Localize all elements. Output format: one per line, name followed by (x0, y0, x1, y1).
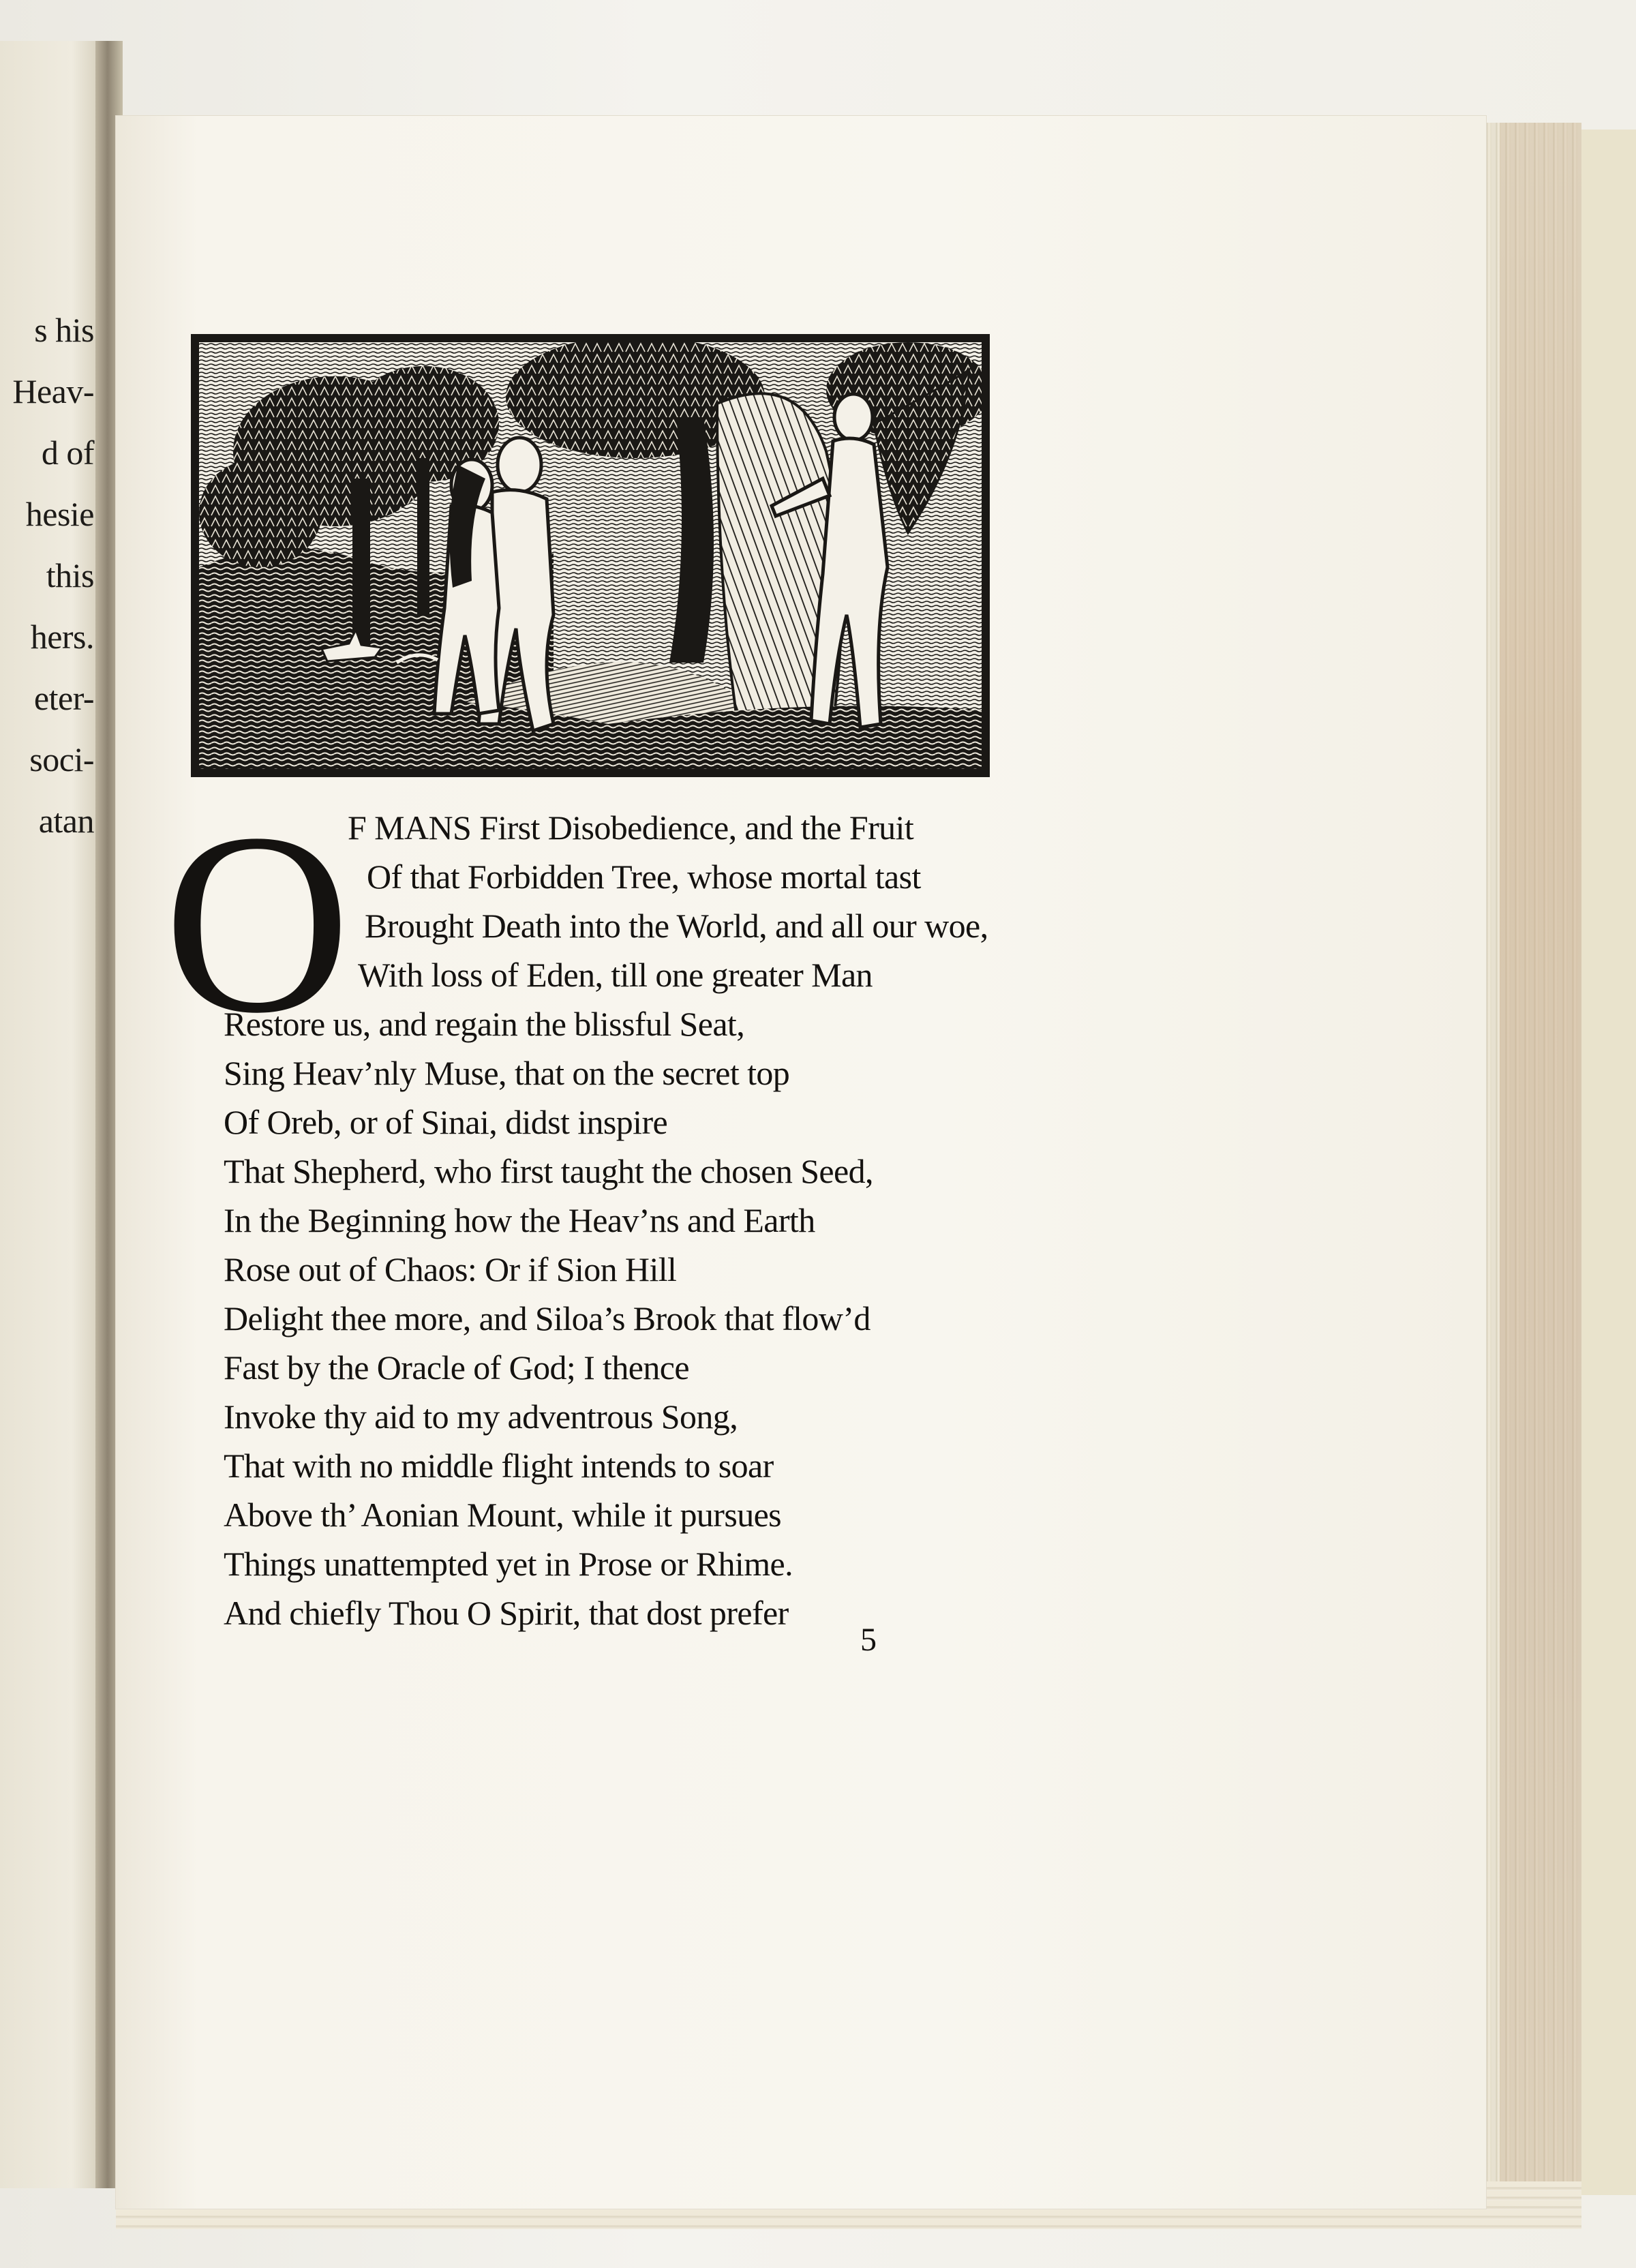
verse-line-1: F MANS First Disobedience, and the Fruit (348, 808, 914, 847)
left-page-fragment: s his (34, 311, 94, 349)
verse-line-2: Of that Forbidden Tree, whose mortal tast (367, 858, 921, 896)
woodcut-adam-eve-expulsion-icon (199, 342, 982, 769)
verse-line-10: Rose out of Chaos: Or if Sion Hill (224, 1250, 677, 1288)
woodcut-illustration (191, 334, 990, 777)
verse-line-16: Things unattempted yet in Prose or Rhime. (224, 1545, 793, 1583)
left-page-fragment: this (46, 556, 94, 594)
verse-line-7: Of Oreb, or of Sinai, didst inspire (224, 1103, 668, 1141)
left-page (0, 41, 102, 2188)
verse-line-8: That Shepherd, who first taught the chosen Seed, (224, 1152, 873, 1190)
verse-line-15: Above th’ Aonian Mount, while it pursues (224, 1496, 782, 1534)
left-page-fragment: hesie (25, 495, 94, 533)
left-page-fragment: d of (41, 434, 94, 472)
verse-line-11: Delight thee more, and Siloa’s Brook that flow’d (224, 1299, 870, 1337)
page-number: 5 (860, 1622, 877, 1658)
drop-cap: O (164, 780, 351, 1067)
verse-line-14: That with no middle flight intends to soar (224, 1447, 774, 1485)
left-page-fragment: eter- (33, 679, 94, 717)
left-page-fragment: hers. (30, 618, 94, 656)
left-page-fragment: soci- (29, 740, 94, 778)
verse-line-17: And chiefly Thou O Spirit, that dost prefer (224, 1594, 789, 1632)
verse-line-13: Invoke thy aid to my adventrous Song, (224, 1397, 738, 1436)
left-page-fragment: Heav- (12, 372, 94, 410)
verse-line-12: Fast by the Oracle of God; I thence (224, 1348, 689, 1387)
verse-line-9: In the Beginning how the Heav’ns and Earth (224, 1201, 815, 1239)
verse-line-4: With loss of Eden, till one greater Man (358, 956, 873, 994)
verse-line-5: Restore us, and regain the blissful Seat, (224, 1005, 745, 1043)
left-page-fragment: atan (38, 802, 94, 840)
verse-line-6: Sing Heav’nly Muse, that on the secret top (224, 1054, 790, 1092)
verse-line-3: Brought Death into the World, and all our woe, (365, 907, 988, 945)
page-edges (1472, 123, 1581, 2188)
show-through-text (1070, 354, 1078, 395)
